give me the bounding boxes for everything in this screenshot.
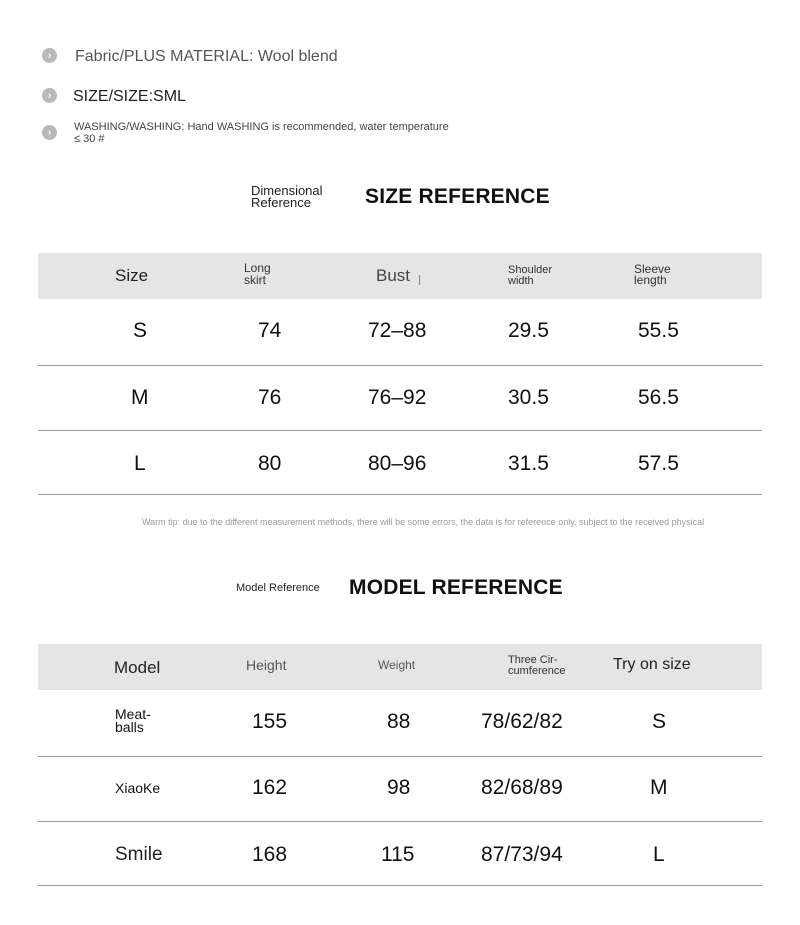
size-row-2-sleeve: 56.5 xyxy=(638,386,679,409)
model-row-1-try: S xyxy=(652,710,667,733)
size-row-2-size: M xyxy=(131,386,149,409)
header-model: Model xyxy=(114,658,161,677)
model-name-line1: Meat- xyxy=(115,706,151,722)
three-line1: Three Cir- xyxy=(508,654,558,666)
size-row-2-long: 76 xyxy=(258,386,282,409)
model-row-1-height: 155 xyxy=(252,710,288,733)
subtitle-line1: Dimensional xyxy=(251,183,323,198)
washing-text xyxy=(74,121,464,145)
size-table-header xyxy=(38,253,762,299)
size-row-3-long: 80 xyxy=(258,452,282,475)
model-row-1-three: 78/62/82 xyxy=(481,710,563,733)
size-row-2-shoulder: 30.5 xyxy=(508,386,549,409)
divider-mark xyxy=(419,275,420,285)
chevron-right-icon: › xyxy=(42,48,57,63)
info-fabric xyxy=(42,48,338,66)
shoulder-line1: Shoulder xyxy=(508,264,553,276)
warm-tip: Warm tip: due to the different measurement methods, there will be some errors, the data is for reference only, subject to the received physical xyxy=(142,517,705,527)
model-row-3-height: 168 xyxy=(252,843,288,866)
size-row-1-bust: 72–88 xyxy=(368,319,427,342)
model-row-3-name: Smile xyxy=(115,844,163,865)
info-washing xyxy=(42,121,464,145)
model-name-line2: balls xyxy=(115,719,144,735)
subtitle-line2: Reference xyxy=(251,195,311,210)
row-divider xyxy=(38,494,762,495)
size-row-2-bust: 76–92 xyxy=(368,386,427,409)
row-divider xyxy=(38,885,762,886)
sleeve-line2: length xyxy=(634,273,667,287)
size-row-3-bust: 80–96 xyxy=(368,452,427,475)
model-row-3-try: L xyxy=(653,843,665,866)
shoulder-line2: width xyxy=(508,275,534,287)
header-three-circumference xyxy=(508,655,565,677)
long-line2: skirt xyxy=(244,273,266,287)
header-height: Height xyxy=(246,657,287,673)
model-section-title: MODEL REFERENCE xyxy=(349,576,563,599)
info-size xyxy=(42,88,186,106)
model-row-2-try: M xyxy=(650,776,668,799)
model-row-2-height: 162 xyxy=(252,776,288,799)
row-divider xyxy=(38,756,762,757)
model-row-3-three: 87/73/94 xyxy=(481,843,563,866)
washing-line1: WASHING/WASHING: Hand WASHING is recommended, water temperature xyxy=(74,121,449,133)
size-section-title: SIZE REFERENCE xyxy=(365,185,550,208)
size-row-3-shoulder: 31.5 xyxy=(508,452,549,475)
size-row-1-shoulder: 29.5 xyxy=(508,319,549,342)
size-text: SIZE/SIZE:SML xyxy=(73,88,186,105)
header-size: Size xyxy=(115,266,149,285)
size-row-1-sleeve: 55.5 xyxy=(638,319,679,342)
model-row-1-weight: 88 xyxy=(387,710,411,733)
header-weight: Weight xyxy=(378,658,416,672)
size-row-3-size: L xyxy=(134,452,146,475)
three-line2: cumference xyxy=(508,665,566,677)
chevron-right-icon: › xyxy=(42,88,57,103)
header-long-skirt xyxy=(244,262,271,286)
header-sleeve xyxy=(634,264,671,286)
model-row-1-name xyxy=(115,708,151,734)
model-table-header xyxy=(38,644,762,690)
model-row-3-weight: 115 xyxy=(381,843,415,866)
size-row-1-long: 74 xyxy=(258,319,282,342)
row-divider xyxy=(38,365,762,366)
size-section-subtitle xyxy=(251,185,323,209)
model-row-2-three: 82/68/89 xyxy=(481,776,563,799)
header-bust: Bust xyxy=(376,266,411,285)
model-row-2-name: XiaoKe xyxy=(115,780,161,796)
size-row-1-size: S xyxy=(133,319,148,342)
long-line1: Long xyxy=(244,261,271,275)
sleeve-line1: Sleeve xyxy=(634,262,671,276)
model-row-2-weight: 98 xyxy=(387,776,411,799)
header-shoulder xyxy=(508,265,552,287)
row-divider xyxy=(38,430,762,431)
header-try-on-size: Try on size xyxy=(613,656,691,673)
size-row-3-sleeve: 57.5 xyxy=(638,452,679,475)
model-section-subtitle: Model Reference xyxy=(236,582,320,594)
fabric-text: Fabric/PLUS MATERIAL: Wool blend xyxy=(75,48,338,65)
washing-line2: ≤ 30 # xyxy=(74,133,105,145)
chevron-right-icon: › xyxy=(42,125,57,140)
row-divider xyxy=(38,821,762,822)
